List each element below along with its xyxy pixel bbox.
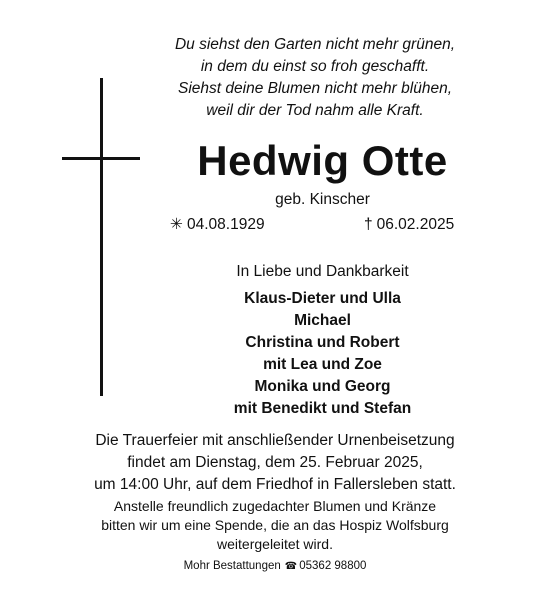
birth-star-icon: ✳ xyxy=(170,216,183,233)
funeral-info xyxy=(20,430,530,496)
donation-line-1: Anstelle freundlich zugedachter Blumen und Kränze xyxy=(113,498,437,514)
mourner-line: Christina und Robert xyxy=(245,334,400,351)
donation-line-3: weitergeleitet wird. xyxy=(217,536,333,552)
poem-line-2: in dem du einst so froh geschafft. xyxy=(200,58,430,75)
donation-line-2: bitten wir um eine Spende, die an das Hospiz Wolfsburg xyxy=(101,517,449,533)
undertaker-contact xyxy=(20,558,530,575)
birth-date: 04.08.1929 xyxy=(187,216,265,233)
funeral-line-1: Die Trauerfeier mit anschließender Urnenbeisetzung xyxy=(95,432,455,449)
funeral-line-3: um 14:00 Uhr, auf dem Friedhof in Fallersleben statt. xyxy=(94,476,456,493)
mourner-line: mit Lea und Zoe xyxy=(263,356,382,373)
death-date: 06.02.2025 xyxy=(376,216,455,233)
poem-line-1: Du siehst den Garten nicht mehr grünen, xyxy=(174,36,455,53)
mourner-line: mit Benedikt und Stefan xyxy=(233,400,412,417)
death-cross-icon: † xyxy=(364,216,373,233)
life-dates xyxy=(160,214,490,236)
mourner-line: Klaus-Dieter und Ulla xyxy=(244,290,401,307)
donation-request xyxy=(20,497,530,554)
poem-line-3: Siehst deine Blumen nicht mehr blühen, xyxy=(178,80,452,97)
undertaker-phone: 05362 98800 xyxy=(299,560,367,572)
poem-line-4: weil dir der Tod nahm alle Kraft. xyxy=(206,102,424,119)
cross-icon-vertical-bar xyxy=(100,78,103,396)
death-date-group xyxy=(364,214,454,236)
memorial-poem xyxy=(150,34,480,122)
cross-icon-horizontal-bar xyxy=(62,157,140,160)
deceased-name: Hedwig Otte xyxy=(197,137,448,184)
maiden-name: geb. Kinscher xyxy=(275,191,370,208)
birth-date-group xyxy=(170,214,265,236)
mourner-line: Michael xyxy=(294,312,351,329)
phone-icon: ☎ xyxy=(284,561,298,572)
mourners-intro: In Liebe und Dankbarkeit xyxy=(236,263,409,280)
undertaker-name: Mohr Bestattungen xyxy=(183,560,281,572)
mourner-line: Monika und Georg xyxy=(254,378,391,395)
mourners-list xyxy=(150,288,495,420)
funeral-line-2: findet am Dienstag, dem 25. Februar 2025, xyxy=(127,454,423,471)
